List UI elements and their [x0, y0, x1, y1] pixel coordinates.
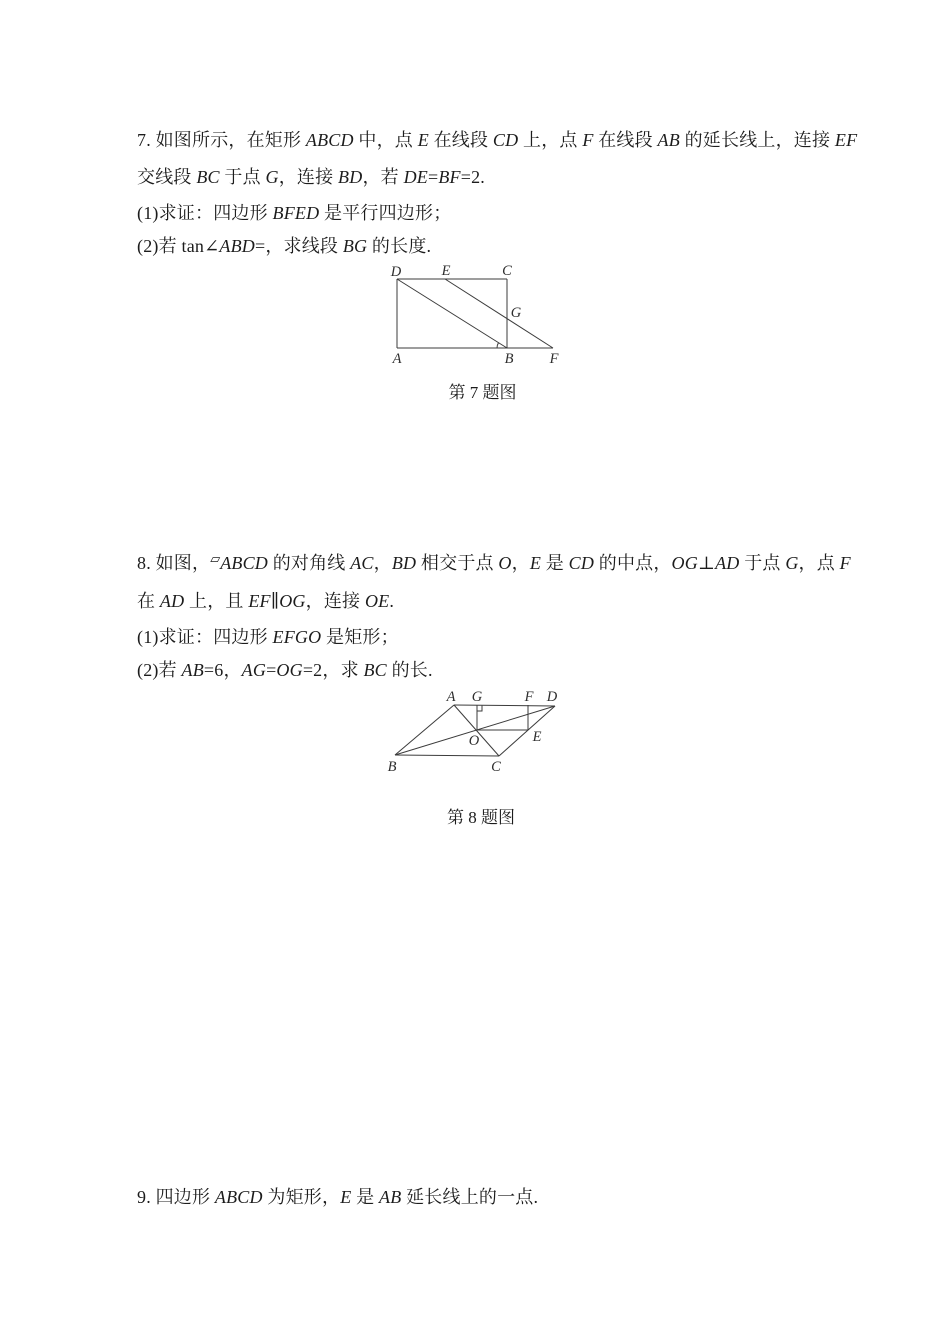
fig8-vertex-label-d: D	[546, 689, 558, 705]
fig8-edge-cd	[499, 706, 555, 756]
problem8-text-line-3: (1)求证：四边形 EFGO 是矩形；	[137, 627, 399, 647]
fig7-vertex-label-a: A	[392, 351, 402, 367]
problem7-text-line-3: (1)求证：四边形 BFED 是平行四边形；	[137, 203, 452, 223]
fig7-vertex-label-c: C	[502, 263, 512, 279]
fig8-edge-ab	[395, 705, 454, 755]
problem8-text-line-1: 8. 如图，▱ABCD 的对角线 AC，BD 相交于点 O，E 是 CD 的中点，OG⊥AD 于点 G，点 F	[137, 552, 851, 573]
fig8-vertex-label-g: G	[471, 689, 483, 705]
fig7-vertex-label-b: B	[504, 351, 514, 367]
fig7-line-ef	[445, 279, 553, 348]
figure-problem8	[385, 688, 577, 788]
problem7-text-line-1: 7. 如图所示，在矩形 ABCD 中，点 E 在线段 CD 上，点 F 在线段 AB 的延长线上，连接 EF	[137, 130, 858, 150]
problem7-text-line-4: (2)若 tan∠ABD=，求线段 BG 的长度.	[137, 236, 432, 256]
fig7-vertex-label-f: F	[549, 351, 559, 367]
fig8-vertex-label-e: E	[532, 729, 542, 745]
fig7-diagonal-db	[397, 279, 507, 348]
figure-problem7	[380, 260, 585, 372]
fig7-angle-arc-b	[497, 343, 499, 348]
problem9-text-line-1: 9. 四边形 ABCD 为矩形，E 是 AB 延长线上的一点.	[137, 1187, 539, 1207]
fig8-vertex-label-a: A	[446, 689, 456, 705]
fig8-edge-ad	[454, 705, 555, 706]
fig8-vertex-label-c: C	[491, 759, 501, 775]
fig8-right-angle-mark-g	[477, 706, 482, 711]
problem8-text-line-4: (2)若 AB=6，AG=OG=2，求 BC 的长.	[137, 660, 433, 680]
fig8-vertex-label-o: O	[468, 733, 480, 749]
figure8-caption: 第 8 题图	[447, 808, 515, 827]
fig8-edge-bc	[395, 755, 499, 756]
figure7-caption: 第 7 题图	[448, 383, 517, 402]
fig8-vertex-label-f: F	[524, 689, 534, 705]
fig7-vertex-label-d: D	[390, 264, 402, 280]
problem7-text-line-2: 交线段 BC 于点 G，连接 BD，若 DE=BF=2.	[137, 167, 485, 187]
fig8-vertex-label-b: B	[387, 759, 397, 775]
fig7-vertex-label-g: G	[510, 305, 522, 321]
problem8-text-line-2: 在 AD 上，且 EF∥OG，连接 OE.	[137, 591, 395, 611]
fig7-vertex-label-e: E	[441, 263, 451, 279]
